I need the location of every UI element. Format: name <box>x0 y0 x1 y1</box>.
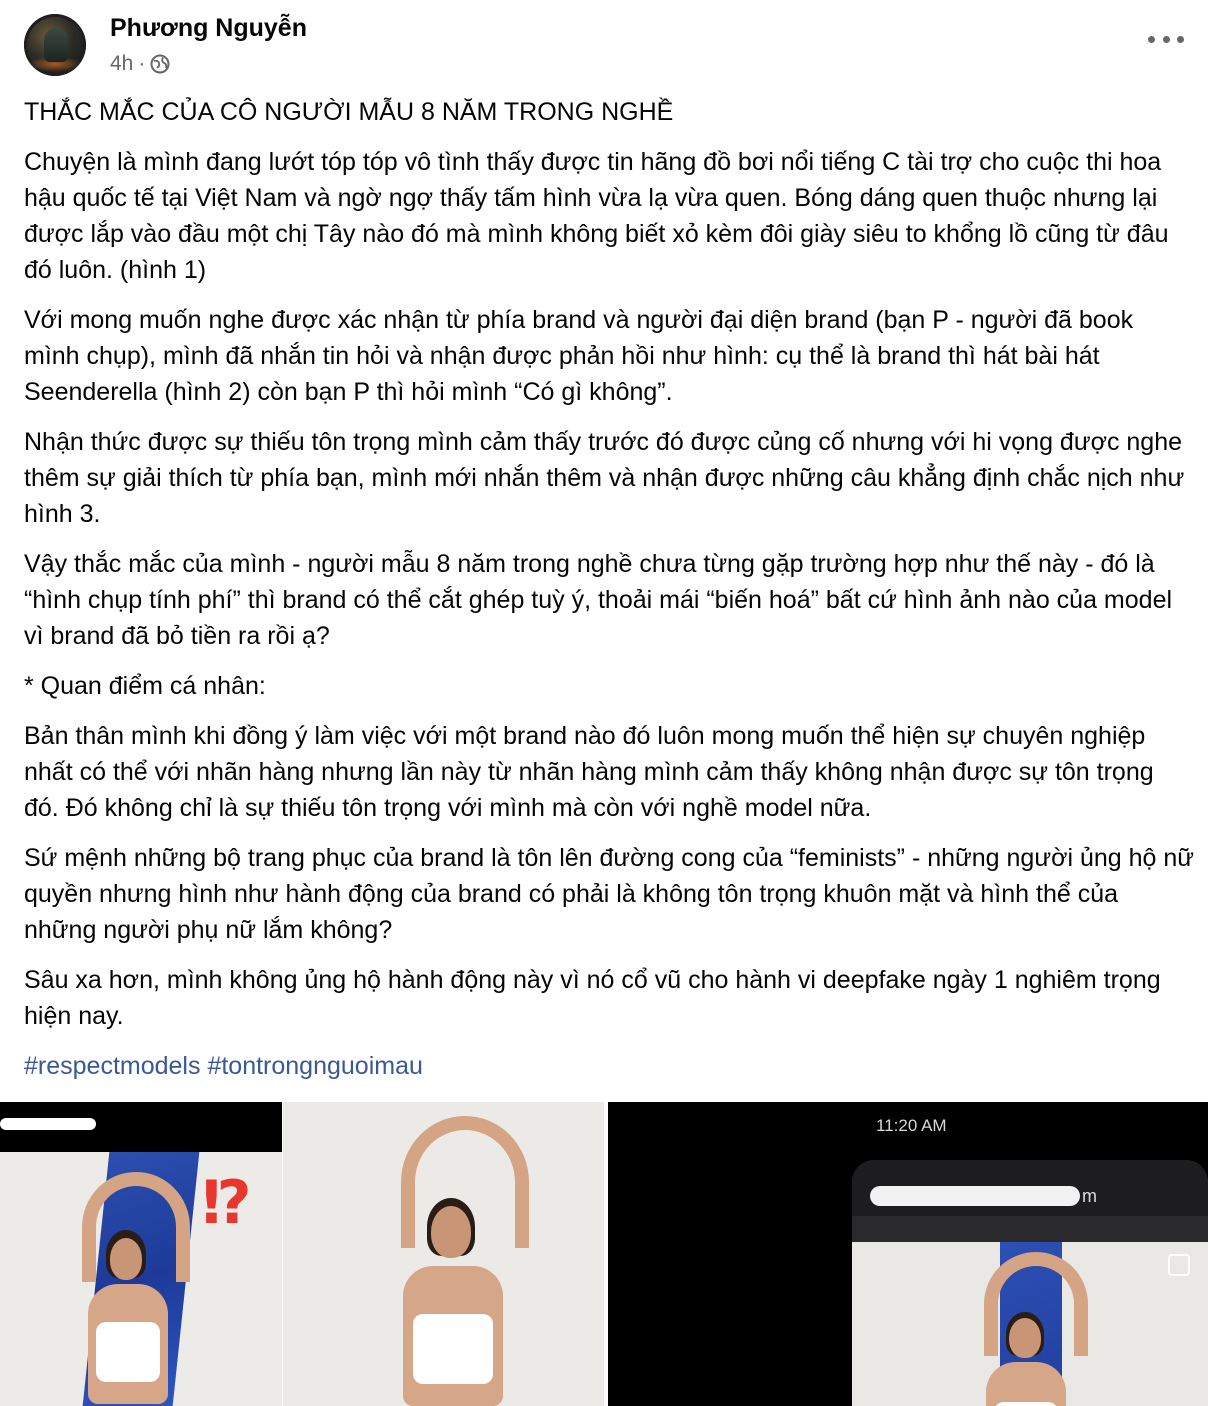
paragraph: Với mong muốn nghe được xác nhận từ phía brand và người đại diện brand (bạn P - người đã book mình chụp), mình đã nhắn tin hỏi và nhận được phản hồi như hình: cụ thể là brand thì hát bài hát Seenderella (hình 2) còn bạn P thì hỏi mình “Có gì không”. <box>24 306 1134 406</box>
contact-name-tail: m <box>1082 1186 1097 1206</box>
post-header <box>24 14 1184 80</box>
copy-icon[interactable] <box>1168 1254 1190 1276</box>
paragraph: Nhận thức được sự thiếu tôn trọng mình cảm thấy trước đó được củng cố nhưng với hi vọng được nghe thêm sự giải thích từ phía bạn, mình mới nhắn thêm và nhận được những câu khẳng định chắc nịch như hình 3. <box>24 428 1185 528</box>
post-meta <box>110 52 170 76</box>
redacted-contact-name <box>870 1186 1080 1206</box>
chat-card <box>852 1160 1208 1406</box>
redacted-header <box>0 1102 282 1152</box>
photo-3-chat-screenshot[interactable] <box>608 1102 1208 1406</box>
author-avatar[interactable] <box>24 14 86 76</box>
avatar-figure <box>44 28 68 62</box>
chat-image[interactable] <box>852 1242 1208 1406</box>
globe-icon[interactable] <box>150 54 170 74</box>
redaction-mark <box>0 1118 96 1130</box>
post-body <box>24 94 1194 1098</box>
model-figure <box>373 1106 533 1406</box>
hashtag-tontrongnguoimau[interactable]: #tontrongnguoimau <box>207 1052 423 1080</box>
author-name[interactable]: Phương Nguyễn <box>110 14 307 42</box>
hashtags <box>24 1048 1194 1084</box>
photo-2[interactable] <box>283 1102 604 1406</box>
model-figure <box>964 1252 1094 1406</box>
paragraph: Chuyện là mình đang lướt tóp tóp vô tình thấy được tin hãng đồ bơi nổi tiếng C tài trợ cho cuộc thi hoa hậu quốc tế tại Việt Nam và ngờ ngợ thấy tấm hình vừa lạ vừa quen. Bóng dáng quen thuộc nhưng lại được lắp vào đầu một chị Tây nào đó mà mình không biết xỏ kèm đôi giày siêu to khổng lồ cũng từ đâu đó luôn. (hình 1) <box>24 148 1169 284</box>
interrobang-icon: ⁉ <box>202 1168 248 1238</box>
paragraph: Sứ mệnh những bộ trang phục của brand là tôn lên đường cong của “feminists” - những người ủng hộ nữ quyền nhưng hình như hành động của brand có phải là không tôn trọng khuôn mặt và hình thể của những người phụ nữ lắm không? <box>24 844 1195 944</box>
photo-gallery <box>0 1102 1208 1406</box>
paragraph: Vậy thắc mắc của mình - người mẫu 8 năm trong nghề chưa từng gặp trường hợp như thế này - đó là “hình chụp tính phí” thì brand có thể cắt ghép tuỳ ý, thoải mái “biến hoá” bất cứ hình ảnh nào của model vì brand đã bỏ tiền ra rồi ạ? <box>24 550 1173 650</box>
meta-separator: · <box>138 52 146 75</box>
photo-1[interactable] <box>0 1102 282 1406</box>
paragraph: Sâu xa hơn, mình không ủng hộ hành động này vì nó cổ vũ cho hành vi deepfake ngày 1 nghiêm trọng hiện nay. <box>24 966 1161 1030</box>
model-figure <box>60 1172 210 1406</box>
post-title: THẮC MẮC CỦA CÔ NGƯỜI MẪU 8 NĂM TRONG NGHỀ <box>24 98 674 126</box>
more-options-icon[interactable] <box>1148 32 1184 46</box>
paragraph: Bản thân mình khi đồng ý làm việc với một brand nào đó luôn mong muốn thể hiện sự chuyên nghiệp nhất có thể với nhãn hàng nhưng lần này từ nhãn hàng mình cảm thấy không nhận được sự tôn trọng đó. Đó không chỉ là sự thiếu tôn trọng với mình mà còn với nghề model nữa. <box>24 722 1154 822</box>
hashtag-respectmodels[interactable]: #respectmodels <box>24 1052 201 1080</box>
paragraph: * Quan điểm cá nhân: <box>24 672 266 700</box>
post-time[interactable]: 4h <box>110 52 134 75</box>
status-time: 11:20 AM <box>876 1116 947 1135</box>
